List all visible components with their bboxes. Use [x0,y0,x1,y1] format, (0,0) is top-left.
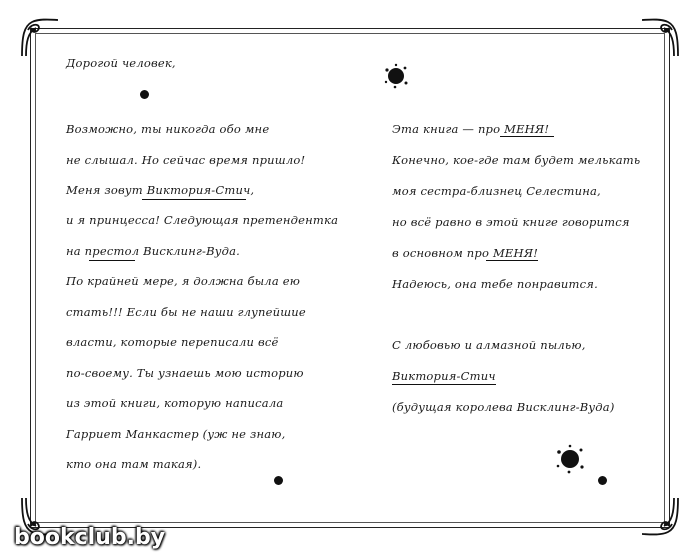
signature-title: (будущая королева Висклинг-Вуда) [392,400,615,414]
signature-name: Виктория-Стич [392,369,496,383]
text-line: Конечно, кое-где там будет мелькать [392,153,641,167]
text-line: не слышал. Но сейчас время пришло! [66,153,306,167]
underline-mark [486,260,538,261]
text-line: кто она там такая). [66,457,202,471]
underline-mark [89,260,135,261]
text-line-name [66,183,254,197]
closing-line: С любовью и алмазной пылью, [392,338,586,352]
ornament-corner-icon [638,494,682,538]
ink-blot-icon [554,443,586,475]
underline-mark [142,199,246,200]
text-line: но всё равно в этой книге говорится [392,215,630,229]
ornament-corner-icon [18,16,62,60]
text-line: Надеюсь, она тебе понравится. [392,277,598,291]
signature-line [392,369,496,383]
text-line: власти, которые переписали всё [66,335,279,349]
text-line: по-своему. Ты узнаешь мою историю [66,366,304,380]
salutation: Дорогой человек, [66,56,176,70]
ink-dot-icon [140,90,149,99]
ink-dot-icon [274,476,283,485]
text-line: из этой книги, которую написала [66,396,284,410]
text-line: в основном про МЕНЯ! [392,246,539,260]
ink-blot-icon [382,62,410,90]
ink-dot-icon [598,476,607,485]
text-line: Эта книга — про МЕНЯ! [392,122,550,136]
text-line: на престол Висклинг-Вуда. [66,244,240,258]
text-line: стать!!! Если бы не наши глупейшие [66,305,306,319]
text-line: моя сестра-близнец Селестина, [392,184,601,198]
text-line: и я принцесса! Следующая претендентка [66,213,339,227]
underline-mark [500,136,554,137]
text-line: По крайней мере, я должна была ею [66,274,301,288]
text-line: Возможно, ты никогда обо мне [66,122,270,136]
ornament-corner-icon [638,16,682,60]
watermark: bookclub.by [14,525,166,550]
text-line: Гарриет Манкастер (уж не знаю, [66,427,286,441]
name-text: Меня зовут Виктория-Стич, [66,183,255,197]
